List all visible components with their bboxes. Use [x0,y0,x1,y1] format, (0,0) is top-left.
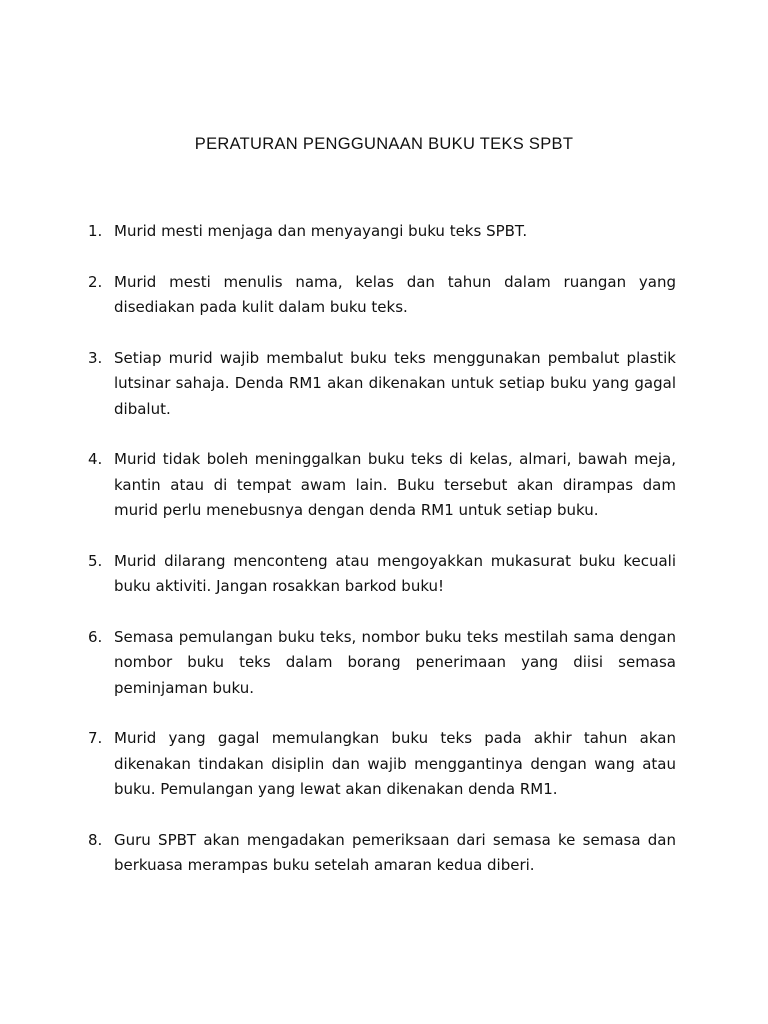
rule-number: 6. [88,627,103,646]
rule-number: 4. [88,450,103,468]
rule-text: Murid dilarang menconteng atau mengoyakkan mukasurat buku kecuali buku aktiviti. Jangan rosakkan barkod buku! [114,551,676,595]
rule-item [88,549,676,600]
rules-list [88,219,676,904]
rule-text: Murid mesti menjaga dan menyayangi buku teks SPBT. [114,222,528,240]
rule-item [88,726,676,803]
rule-number: 7. [88,729,103,747]
rule-item [88,625,676,702]
rule-text: Murid mesti menulis nama, kelas dan tahun dalam ruangan yang disediakan pada kulit dalam buku teks. [114,272,676,316]
rule-number: 5. [88,551,103,570]
rule-text: Semasa pemulangan buku teks, nombor buku teks mestilah sama dengan nombor buku teks dalam borang penerimaan yang diisi semasa peminjaman buku. [114,627,676,697]
rule-item [88,447,676,524]
rule-item [88,346,676,423]
rule-item [88,270,676,321]
rule-item [88,828,676,879]
rule-text: Guru SPBT akan mengadakan pemeriksaan dari semasa ke semasa dan berkuasa merampas buku setelah amaran kedua diberi. [114,830,676,874]
rule-number: 1. [88,222,103,240]
rule-number: 2. [88,272,103,291]
rule-text: Setiap murid wajib membalut buku teks menggunakan pembalut plastik lutsinar sahaja. Denda RM1 akan dikenakan untuk setiap buku yang gagal dibalut. [114,348,676,418]
rule-number: 3. [88,348,103,367]
rule-item [88,219,676,245]
rule-number: 8. [88,830,103,849]
document-title: PERATURAN PENGGUNAAN BUKU TEKS SPBT [194,135,574,153]
rule-text: Murid yang gagal memulangkan buku teks pada akhir tahun akan dikenakan tindakan disiplin dan wajib menggantinya dengan wang atau buku. Pemulangan yang lewat akan dikenakan denda RM1. [114,729,676,798]
rule-text: Murid tidak boleh meninggalkan buku teks di kelas, almari, bawah meja, kantin atau di tempat awam lain. Buku tersebut akan dirampas dam murid perlu menebusnya dengan denda RM1 untuk setiap buku. [114,450,676,519]
